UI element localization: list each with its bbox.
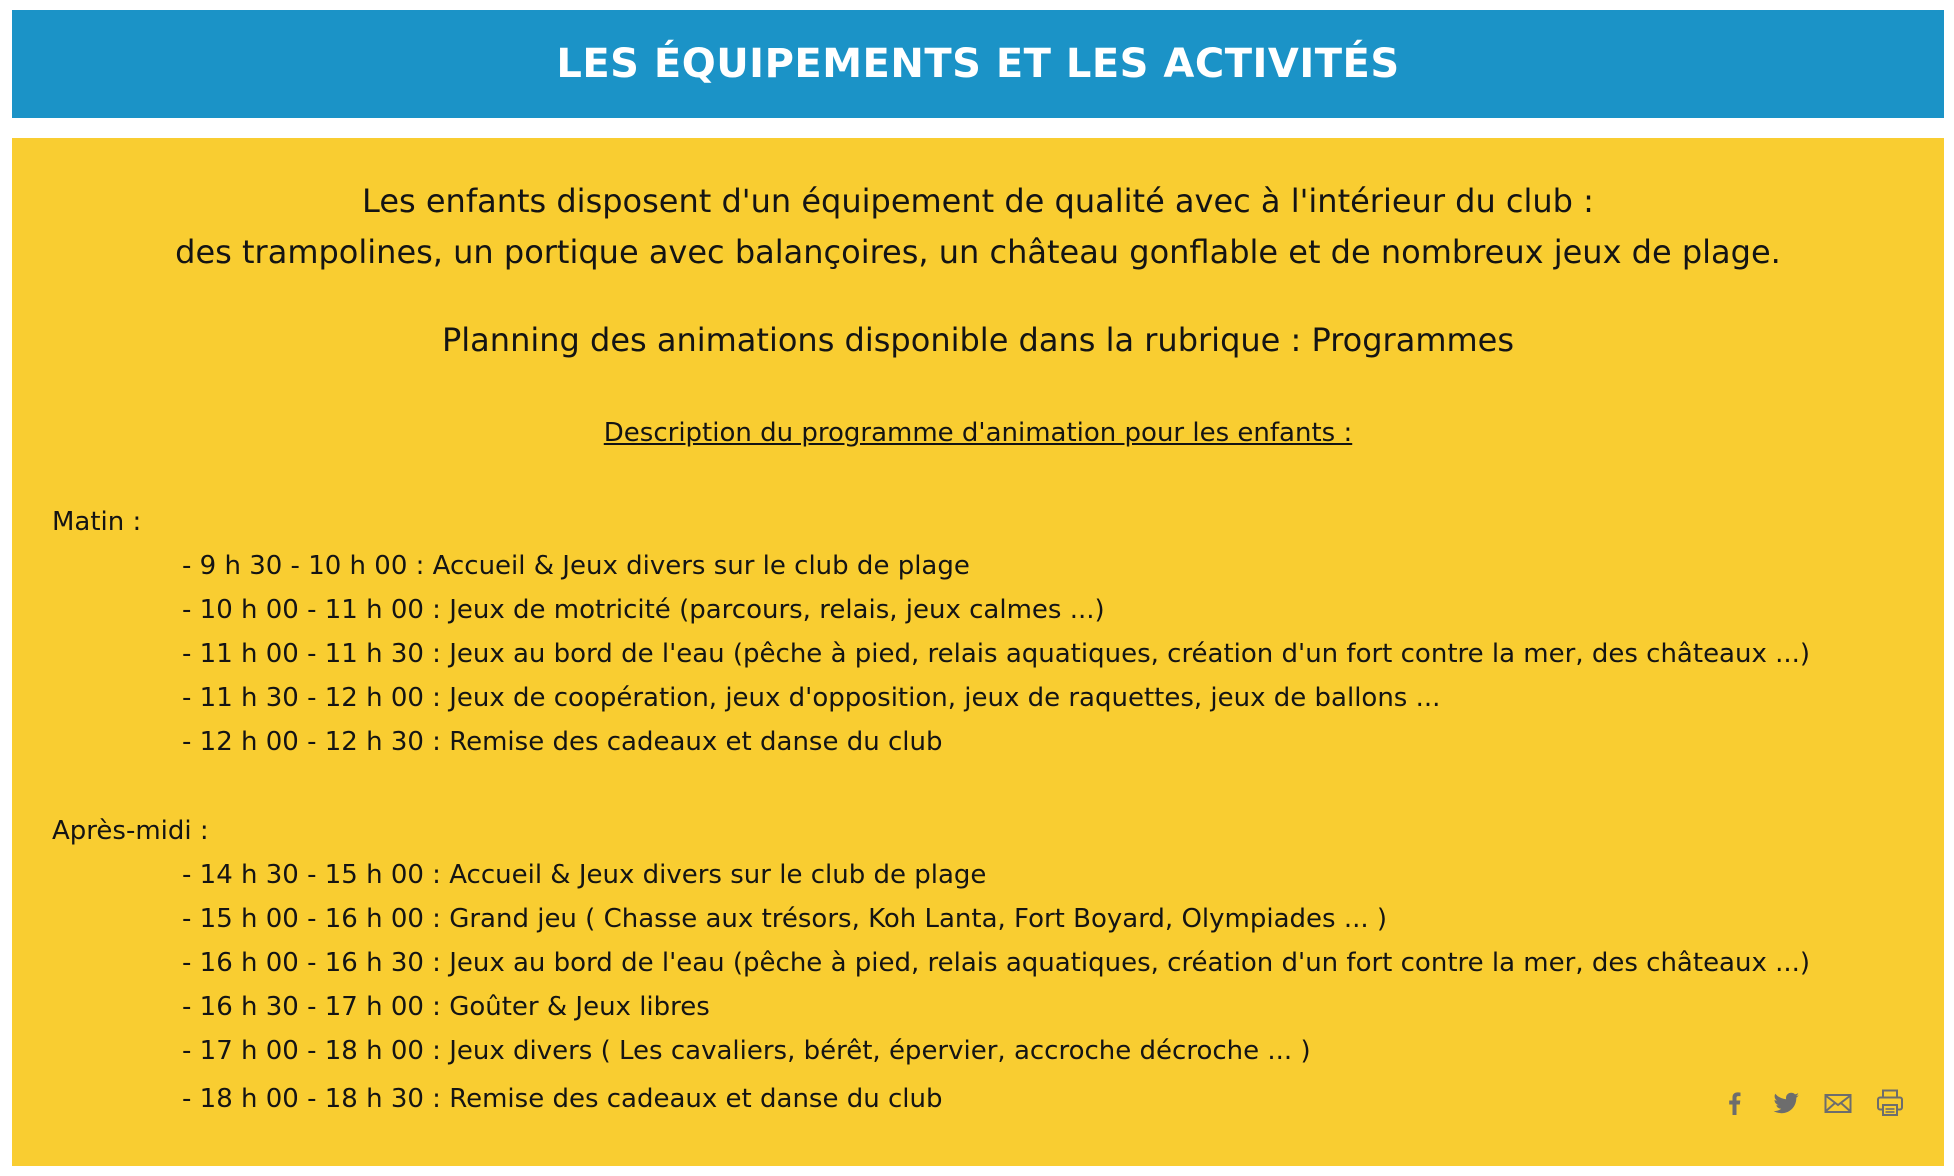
schedule-item: - 16 h 30 - 17 h 00 : Goûter & Jeux libres bbox=[182, 992, 710, 1022]
afternoon-label: Après-midi : bbox=[52, 816, 209, 846]
intro-line-1: Les enfants disposent d'un équipement de qualité avec à l'intérieur du club : bbox=[362, 182, 1594, 220]
twitter-icon[interactable] bbox=[1770, 1087, 1802, 1119]
schedule-item: - 11 h 30 - 12 h 00 : Jeux de coopération, jeux d'opposition, jeux de raquettes, jeux de ballons ... bbox=[182, 683, 1441, 713]
morning-schedule bbox=[182, 549, 1810, 769]
page-title: LES ÉQUIPEMENTS ET LES ACTIVITÉS bbox=[556, 41, 1400, 87]
header-banner bbox=[12, 10, 1944, 118]
intro-line-2: des trampolines, un portique avec balançoires, un château gonflable et de nombreux jeux de plage. bbox=[175, 233, 1781, 271]
schedule-item: - 16 h 00 - 16 h 30 : Jeux au bord de l'eau (pêche à pied, relais aquatiques, création d'un fort contre la mer, des châteaux ...) bbox=[182, 948, 1811, 978]
schedule-item: - 18 h 00 - 18 h 30 : Remise des cadeaux et danse du club bbox=[182, 1084, 943, 1114]
facebook-icon[interactable] bbox=[1718, 1087, 1750, 1119]
share-bar bbox=[1718, 1087, 1906, 1119]
morning-label: Matin : bbox=[52, 507, 142, 537]
intro-text bbox=[12, 176, 1944, 278]
content-panel bbox=[12, 138, 1944, 1166]
schedule-item: - 12 h 00 - 12 h 30 : Remise des cadeaux et danse du club bbox=[182, 727, 943, 757]
schedule-item: - 14 h 30 - 15 h 00 : Accueil & Jeux divers sur le club de plage bbox=[182, 860, 987, 890]
description-heading: Description du programme d'animation pour les enfants : bbox=[603, 418, 1353, 448]
print-icon[interactable] bbox=[1874, 1087, 1906, 1119]
schedule-item: - 15 h 00 - 16 h 00 : Grand jeu ( Chasse aux trésors, Koh Lanta, Fort Boyard, Olympiades ... ) bbox=[182, 904, 1388, 934]
schedule-item: - 11 h 00 - 11 h 30 : Jeux au bord de l'eau (pêche à pied, relais aquatiques, création d'un fort contre la mer, des châteaux ...) bbox=[182, 639, 1811, 669]
email-icon[interactable] bbox=[1822, 1087, 1854, 1119]
schedule-item: - 17 h 00 - 18 h 00 : Jeux divers ( Les cavaliers, bérêt, épervier, accroche décroche ... ) bbox=[182, 1036, 1311, 1066]
schedule-item: - 9 h 30 - 10 h 00 : Accueil & Jeux divers sur le club de plage bbox=[182, 551, 970, 581]
schedule-item: - 10 h 00 - 11 h 00 : Jeux de motricité (parcours, relais, jeux calmes ...) bbox=[182, 595, 1105, 625]
planning-note: Planning des animations disponible dans la rubrique : Programmes bbox=[441, 321, 1515, 359]
afternoon-schedule bbox=[182, 858, 1810, 1126]
